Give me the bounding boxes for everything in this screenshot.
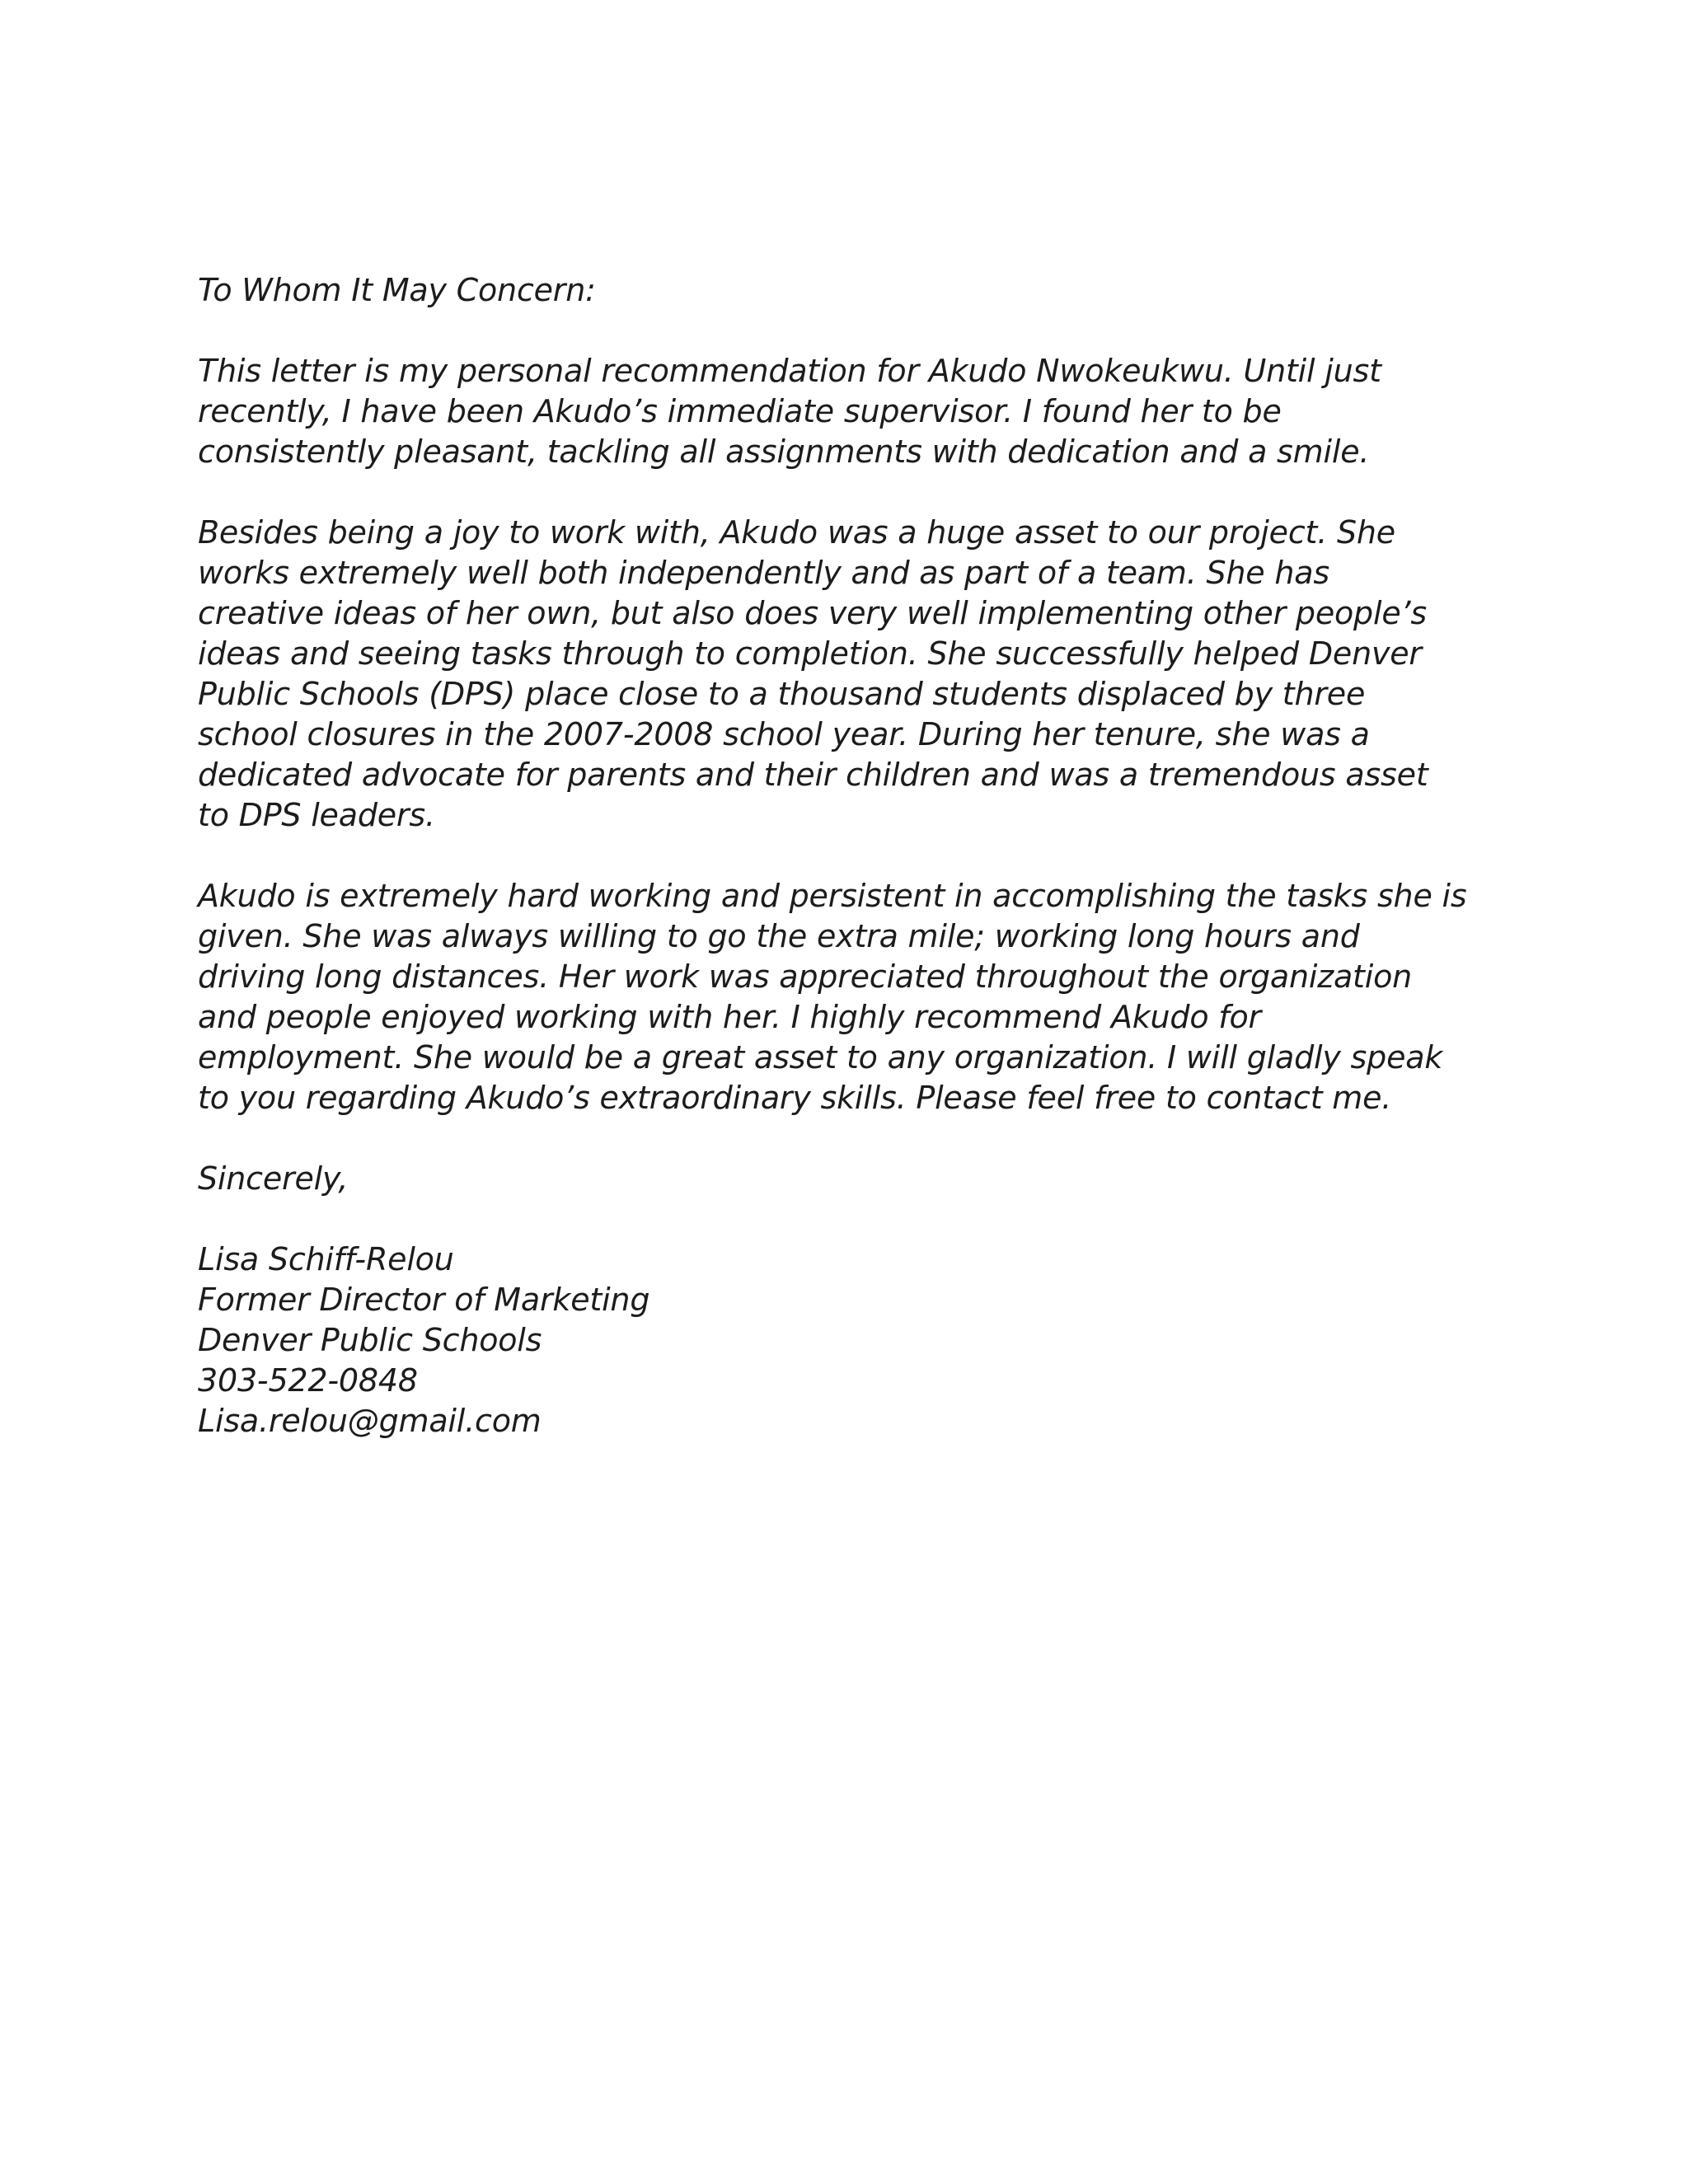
paragraph-line: consistently pleasant, tackling all assignments with dedication and a smile. (198, 434, 1370, 470)
paragraph-line: employment. She would be a great asset to any organization. I will gladly speak (198, 1039, 1443, 1076)
signer-title: Former Director of Marketing (198, 1282, 650, 1318)
paragraph-3 (198, 876, 1500, 1118)
paragraph-spacer (198, 1118, 1500, 1159)
paragraph-line: and people enjoyed working with her. I highly recommend Akudo for (198, 999, 1261, 1035)
paragraph-line: This letter is my personal recommendation for Akudo Nwokeukwu. Until just (198, 353, 1381, 389)
paragraph-spacer (198, 836, 1500, 876)
paragraph-spacer (198, 472, 1500, 513)
signer-phone: 303-522-0848 (198, 1362, 418, 1399)
signer-email: Lisa.relou@gmail.com (198, 1403, 542, 1439)
paragraph-1 (198, 351, 1500, 472)
paragraph-line: driving long distances. Her work was appreciated throughout the organization (198, 958, 1413, 995)
signer-organization: Denver Public Schools (198, 1322, 542, 1358)
paragraph-line: Besides being a joy to work with, Akudo was a huge asset to our project. She (198, 514, 1395, 551)
paragraph-line: Public Schools (DPS) place close to a thousand students displaced by three (198, 676, 1366, 712)
signer-name: Lisa Schiff-Relou (198, 1241, 454, 1277)
letter-body (198, 270, 1500, 1441)
paragraph-line: recently, I have been Akudo’s immediate supervisor. I found her to be (198, 393, 1282, 429)
paragraph-line: to DPS leaders. (198, 797, 435, 833)
paragraph-line: to you regarding Akudo’s extraordinary skills. Please feel free to contact me. (198, 1080, 1392, 1116)
paragraph-line: Akudo is extremely hard working and persistent in accomplishing the tasks she is (198, 878, 1467, 914)
paragraph-spacer (198, 1199, 1500, 1240)
paragraph-line: school closures in the 2007-2008 school year. During her tenure, she was a (198, 716, 1370, 752)
paragraph-line: ideas and seeing tasks through to completion. She successfully helped Denver (198, 635, 1422, 672)
paragraph-line: given. She was always willing to go the extra mile; working long hours and (198, 918, 1360, 954)
paragraph-line: creative ideas of her own, but also does very well implementing other people’s (198, 595, 1427, 631)
paragraph-line: dedicated advocate for parents and their children and was a tremendous asset (198, 757, 1428, 793)
salutation: To Whom It May Concern: (198, 272, 596, 308)
paragraph-spacer (198, 311, 1500, 351)
signature-block (198, 1240, 1500, 1441)
paragraph-line: works extremely well both independently and as part of a team. She has (198, 555, 1329, 591)
closing: Sincerely, (198, 1160, 349, 1197)
paragraph-2 (198, 513, 1500, 836)
